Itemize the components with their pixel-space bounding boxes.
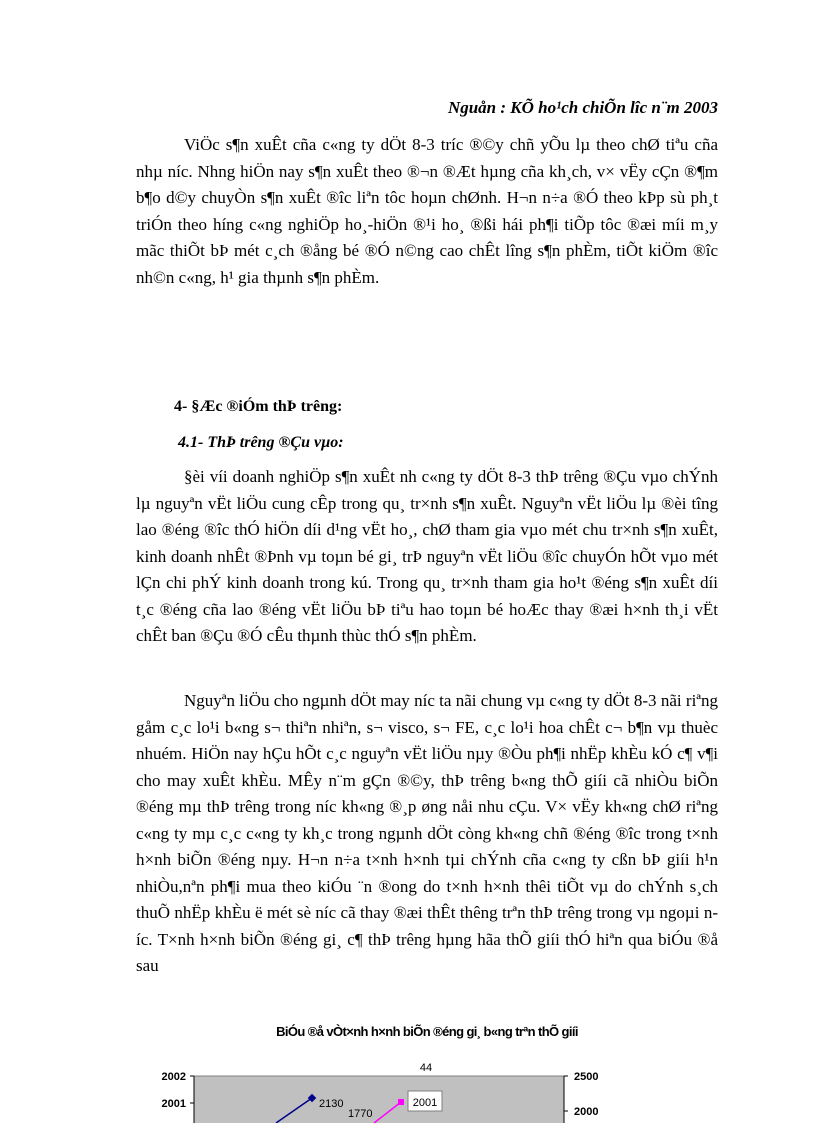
left-tick-label: 2001 <box>161 1098 186 1110</box>
data-label: 2130 <box>319 1098 344 1110</box>
subsection-heading: 4.1- ThÞ trêng ®Çu vµo: <box>178 434 344 451</box>
paragraph-input-market: §èi víi doanh nghiÖp s¶n xuÊt nh c«ng ty dÖt 8-3 thÞ trêng ®Çu vµo chÝnh lµ nguyªn vËt liÖu cung cÊp trong qu¸ tr×nh s¶n xuÊt. Nguyªn vËt liÖu lµ ®èi tîng lao ®éng ®îc thÓ hiÖn díi d¹ng vËt ho¸, chØ tham gia vµo mét chu tr×nh s¶n xuÊt, kinh doanh nhÊt ®Þnh vµ toµn bé gi¸ trÞ nguyªn vËt liÖu ®îc chuyÓn hÕt vµo mét lÇn chi phÝ kinh doanh trong kú. Trong qu¸ tr×nh tham gia ho¹t ®éng s¶n xuÊt díi t¸c ®éng cña lao ®éng vËt liÖu bÞ tiªu hao toµn bé hoÆc thay ®æi h×nh th¸i vËt chÊt ban ®Çu ®Ó cÊu thµnh thùc thÓ s¶n phÈm. <box>136 467 718 645</box>
right-tick-label: 2000 <box>574 1106 599 1118</box>
left-tick-label: 2002 <box>161 1071 186 1083</box>
paragraph-materials: Nguyªn liÖu cho ngµnh dÖt may níc ta nãi chung vµ c«ng ty dÖt 8-3 nãi riªng gåm c¸c lo¹i b«ng s¬ thiªn nhiªn, s¬ visco, s¬ FE, c¸c lo¹i hoa chÊt c¬ b¶n vµ thuèc nhuém. HiÖn nay hÇu hÕt c¸c nguyªn vËt liÖu nµy ®Òu ph¶i nhËp khÈu kÓ c¶ v¶i cho may xuÊt khÈu. MÊy n¨m gÇn ®©y, thÞ trêng b«ng thÕ giíi cã nhiÒu biÕn ®éng mµ thÞ trêng trong níc kh«ng ®¸p øng nåi nhu cÇu. V× vËy kh«ng chØ riªng c«ng ty mµ c¸c c«ng ty kh¸c trong ngµnh dÖt còng kh«ng chñ ®éng ®îc trong t×nh h×nh biÕn ®éng nµy. H¬n n÷a t×nh h×nh tµi chÝnh cña c«ng ty cßn bÞ giíi h¹n nhiÒu,nªn ph¶i mua theo kiÓu ¨n ®ong do t×nh h×nh thêi tiÕt vµ do chÝnh s¸ch thuÕ nhËp khÈu ë mét sè níc cã thay ®æi thÊt thêng trªn thÞ trêng trong vµ ngoµi níc. T×nh h×nh biÕn ®éng gi¸ c¶ thÞ trêng hµng hãa thÕ giíi thÓ hiªn qua biÓu ®å sau <box>136 691 718 975</box>
source-line: Nguån : KÕ ho¹ch chiÕn lîc n¨m 2003 <box>447 98 718 117</box>
section-heading: 4- §Æc ®iÓm thÞ trêng: <box>174 398 343 415</box>
chart-top-label: 44 <box>419 1062 433 1074</box>
right-tick-label: 2500 <box>574 1071 599 1083</box>
cotton-price-chart <box>136 1050 656 1123</box>
data-label: 2001 <box>412 1097 438 1109</box>
series-point-magenta <box>398 1099 404 1105</box>
data-label: 1770 <box>348 1108 373 1120</box>
plot-area <box>194 1076 564 1123</box>
paragraph-production: ViÖc s¶n xuÊt cña c«ng ty dÖt 8-3 tríc ®©y chñ yÕu lµ theo chØ tiªu cña nhµ níc. Nhng hiÖn nay s¶n xuÊt theo ®¬n ®Æt hµng cña kh¸ch, v× vËy cÇn ®¶m b¶o d©y chuyÒn s¶n xuÊt ®îc liªn tôc hoµn chØnh. H¬n n÷a ®Ó theo kÞp sù ph¸t triÓn theo híng c«ng nghiÖp ho¸-hiÖn ®¹i ho¸ ®ßi hái ph¶i tiÕp tôc ®æi míi m¸y mãc thiÕt bÞ mét c¸ch ®ång bé ®Ó n©ng cao chÊt lîng s¶n phÈm, tiÕt kiÖm ®îc nh©n c«ng, h¹ gia thµnh s¶n phÈm. <box>136 135 718 287</box>
chart-title: BiÓu ®å vÒt×nh h×nh biÕn ®éng gi¸ b«ng trªn thÕ giíi <box>276 1024 578 1039</box>
